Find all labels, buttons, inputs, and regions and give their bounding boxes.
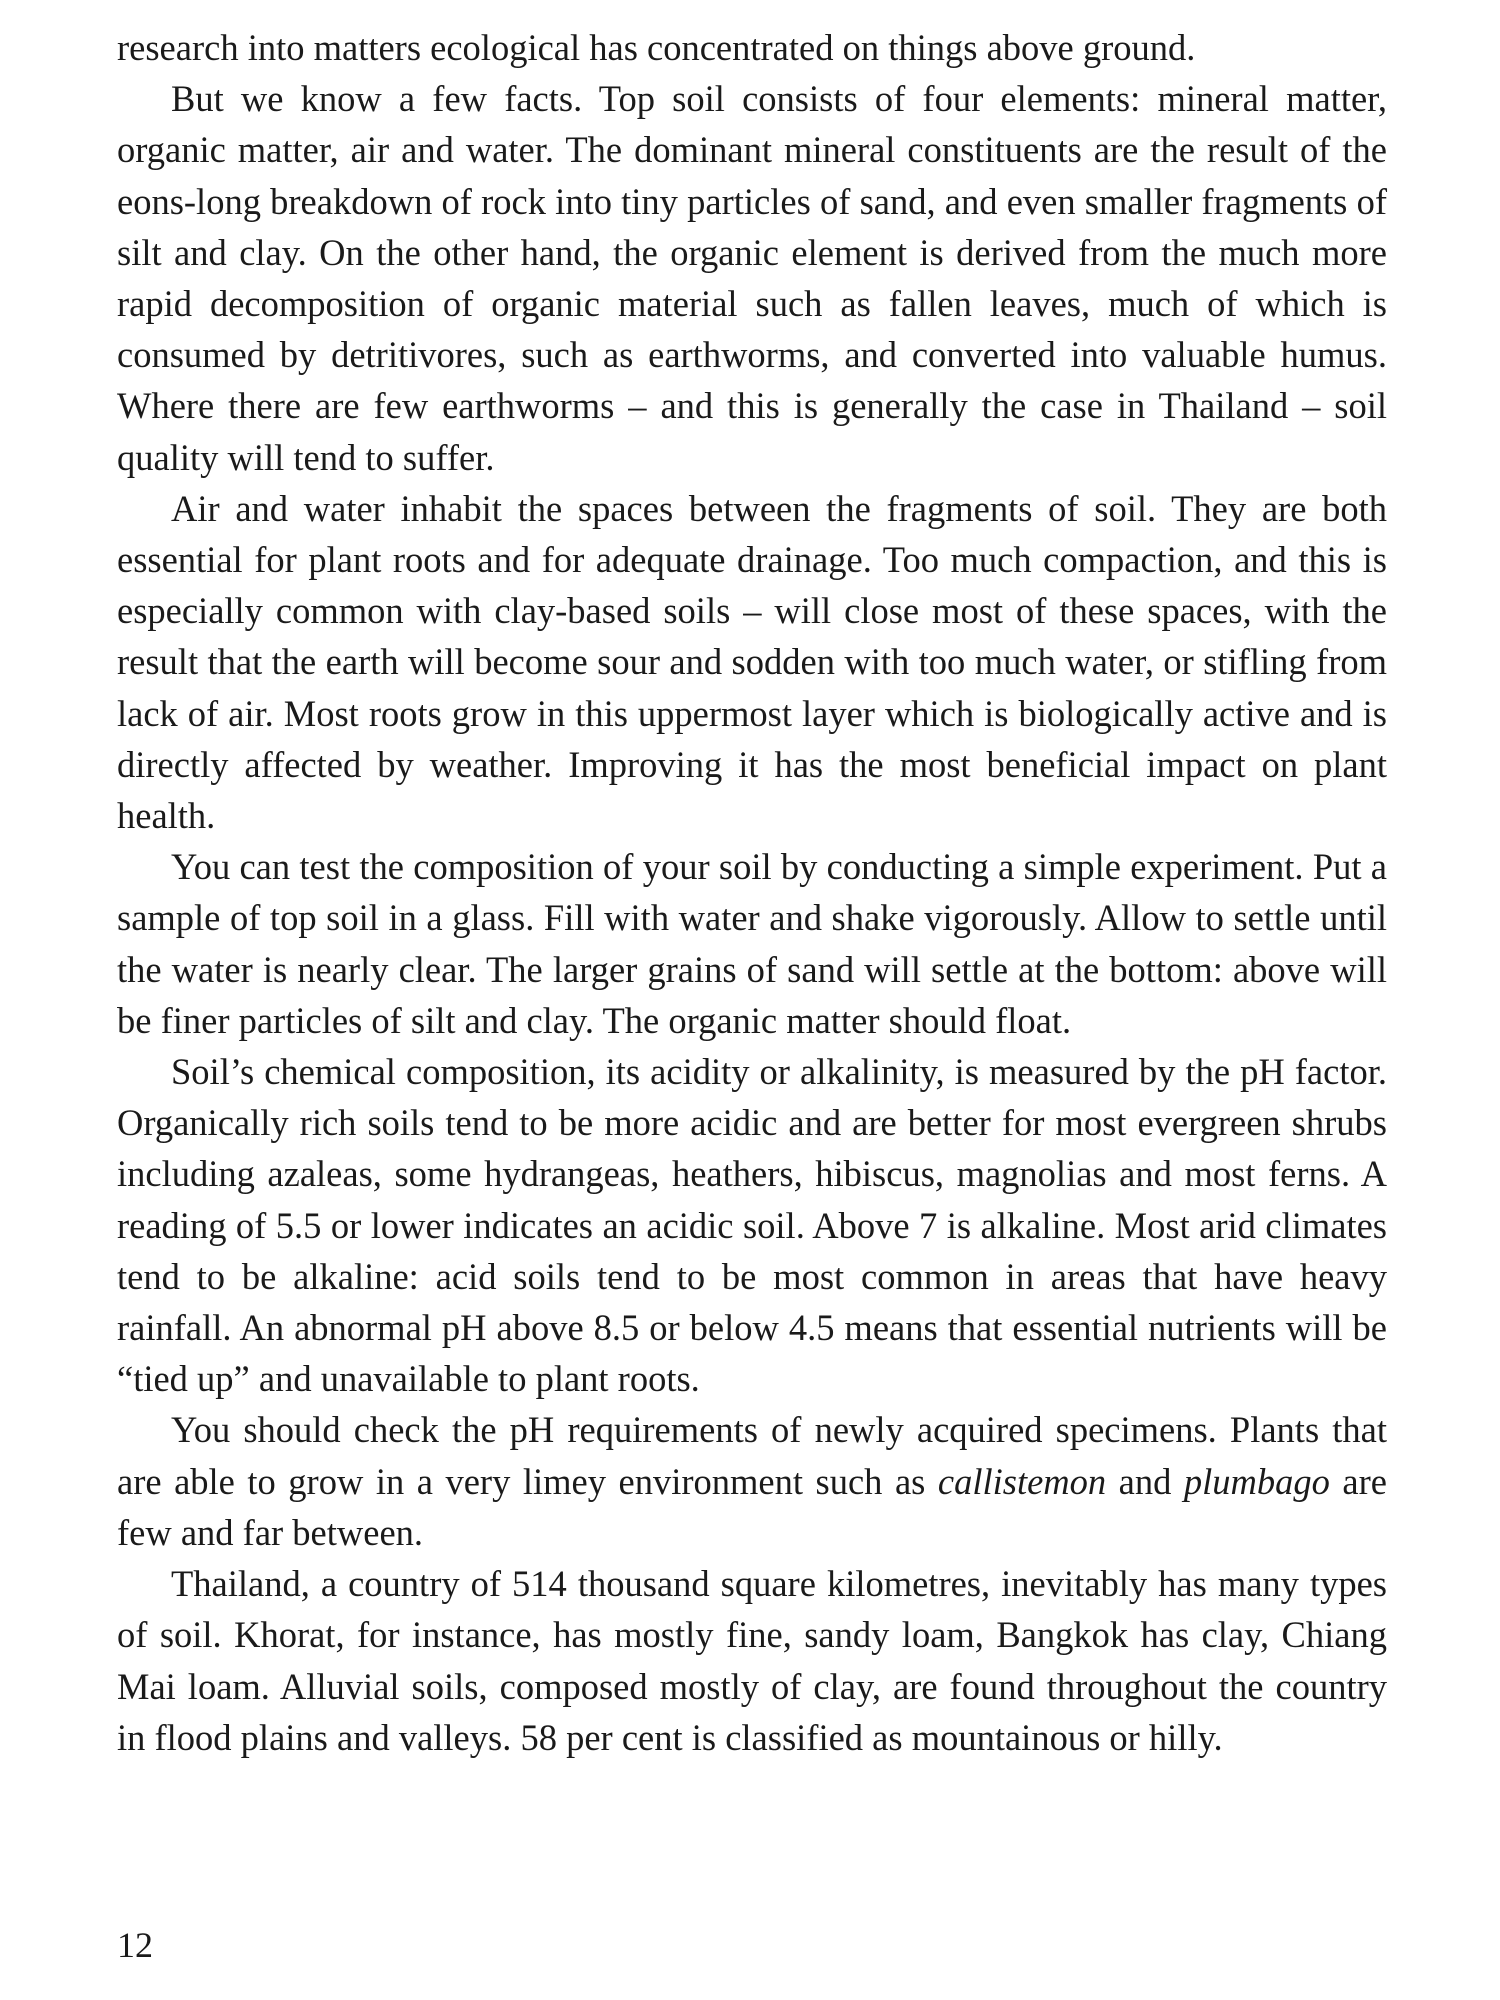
- paragraph-text: Air and water inhabit the spaces between the fragments of soil. They are both essential for plant roots and for adequate drainage. Too much compaction, and this is especially common with clay-based soils – will close most of these spaces, with the result that the earth will become sour and sodden with too much water, or stifling from lack of air. Most roots grow in this uppermost layer which is biologically active and is directly affected by weather. Improving it has the most beneficial impact on plant health.: [117, 487, 1387, 837]
- page-number: 12: [117, 1925, 153, 1965]
- paragraph-text: But we know a few facts. Top soil consists of four elements: mineral matter, organic matter, air and water. The dominant mineral constituents are the result of the eons-long breakdown of rock into tiny particles of sand, and even smaller fragments of silt and clay. On the other hand, the organic element is derived from the much more rapid decomposition of organic material such as fallen leaves, much of which is consumed by detritivores, such as earthworms, and converted into valuable humus. Where there are few earthworms – and this is generally the case in Thailand – soil quality will tend to suffer.: [117, 78, 1387, 478]
- paragraph-thailand-soils: [117, 1558, 1387, 1763]
- paragraph-text: are few and far between.: [117, 1460, 1387, 1553]
- paragraph-air-water: [117, 483, 1387, 841]
- paragraph-text: You can test the composition of your soil by conducting a simple experiment. Put a sample of top soil in a glass. Fill with water and shake vigorously. Allow to settle until the water is nearly clear. The larger grains of sand will settle at the bottom: above will be finer particles of silt and clay. The organic matter should float.: [117, 846, 1387, 1041]
- paragraph-text: research into matters ecological has concentrated on things above ground.: [117, 27, 1196, 68]
- paragraph-text: and: [1106, 1460, 1184, 1502]
- page-body: [117, 22, 1387, 1763]
- paragraph-soil-test: [117, 841, 1387, 1046]
- paragraph-soil-elements: [117, 73, 1387, 483]
- paragraph-ph-factor: [117, 1046, 1387, 1404]
- paragraph-text: You should check the pH requirements of newly acquired specimens. Plants that are able to grow in a very limey environment such as: [117, 1409, 1387, 1502]
- paragraph-text: Soil’s chemical composition, its acidity or alkalinity, is measured by the pH factor. Organically rich soils tend to be more acidic and are better for most evergreen shrubs including azaleas, some hydrangeas, heathers, hibiscus, magnolias and most ferns. A reading of 5.5 or lower indicates an acidic soil. Above 7 is alkaline. Most arid climates tend to be alkaline: acid soils tend to be most common in areas that have heavy rainfall. An abnormal pH above 8.5 or below 4.5 means that essential nutrients will be “tied up” and unavailable to plant roots.: [117, 1051, 1387, 1400]
- paragraph-text: Thailand, a country of 514 thousand square kilometres, inevitably has many types of soil. Khorat, for instance, has mostly fine, sandy loam, Bangkok has clay, Chiang Mai loam. Alluvial soils, composed mostly of clay, are found throughout the country in flood plains and valleys. 58 per cent is classified as mountainous or hilly.: [117, 1563, 1387, 1758]
- plant-name-italic: plumbago: [1183, 1460, 1330, 1502]
- plant-name-italic: callistemon: [937, 1460, 1107, 1502]
- paragraph-ph-requirements: [117, 1404, 1387, 1558]
- paragraph-continuation: [117, 22, 1387, 73]
